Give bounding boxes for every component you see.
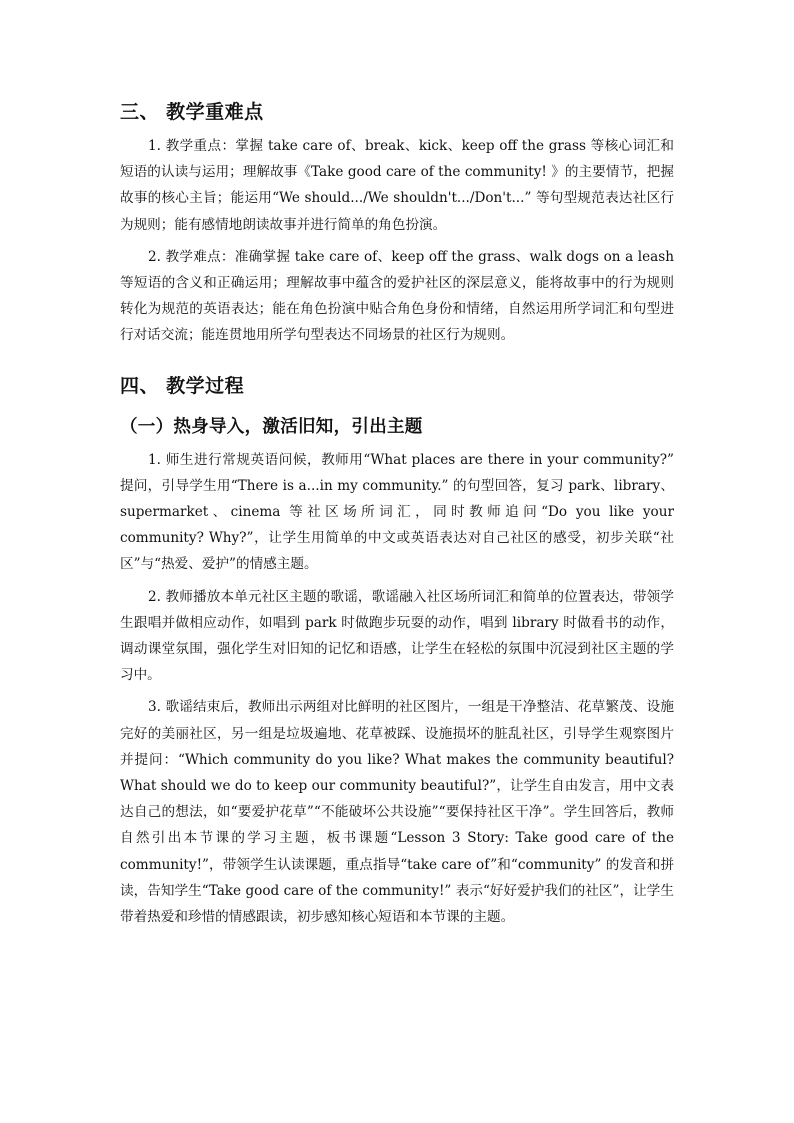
paragraph-step-2: 2. 教师播放本单元社区主题的歌谣，歌谣融入社区场所词汇和简单的位置表达，带领学生跟唱并做相应动作，如唱到 park 时做跑步玩耍的动作，唱到 library 时做看书的动作，调动课堂氛围，强化学生对旧知的记忆和语感，让学生在轻松的氛围中沉浸到社区主题的学习中。	[120, 588, 674, 684]
document-page	[120, 94, 674, 930]
paragraph-step-3: 3. 歌谣结束后，教师出示两组对比鲜明的社区图片，一组是干净整洁、花草繁茂、设施完好的美丽社区，另一组是垃圾遍地、花草被踩、设施损坏的脏乱社区，引导学生观察图片并提问：“Which community do you like? What makes the community beautiful? What should we do to keep our community beautiful?”，让学生自由发言，用中文表达自己的想法，如“要爱护花草”“不能破坏公共设施”“要保持社区干净”。学生回答后，教师自然引出本节课的学习主题，板书课题“Lesson 3 Story: Take good care of the community!”，带领学生认读课题，重点指导“take care of”和“community” 的发音和拼读，告知学生“Take good care of the community!” 表示“好好爱护我们的社区”，让学生带着热爱和珍惜的情感跟读，初步感知核心短语和本节课的主题。	[120, 699, 674, 926]
section-heading-key-points: 三、 教学重难点	[120, 101, 264, 123]
subsection-heading-warm-up: （一）热身导入，激活旧知，引出主题	[120, 416, 423, 437]
paragraph-teaching-difficulty: 2. 教学难点：准确掌握 take care of、keep off the grass、walk dogs on a leash 等短语的含义和正确运用；理解故事中蕴含的爱护社区的深层意义，能将故事中的行为规则转化为规范的英语表达；能在角色扮演中贴合角色身份和情绪，自然运用所学词汇和句型进行对话交流；能连贯地用所学句型表达不同场景的社区行为规则。	[120, 248, 674, 344]
section-heading-teaching-process: 四、 教学过程	[120, 374, 245, 397]
paragraph-teaching-focus: 1. 教学重点：掌握 take care of、break、kick、keep off the grass 等核心词汇和短语的认读与运用；理解故事《Take good care of the community! 》的主要情节，把握故事的核心主旨；能运用“We should.../We shouldn't.../Don't...” 等句型规范表达社区行为规则；能有感情地朗读故事并进行简单的角色扮演。	[120, 138, 674, 233]
paragraph-step-1: 1. 师生进行常规英语问候，教师用“What places are there in your community?” 提问，引导学生用“There is a...in my community.” 的句型回答，复习 park、library、supermarket、cinema 等社区场所词汇，同时教师追问“Do you like your community? Why?”，让学生用简单的中文或英语表达对自己社区的感受，初步关联“社区”与“热爱、爱护”的情感主题。	[120, 451, 674, 573]
